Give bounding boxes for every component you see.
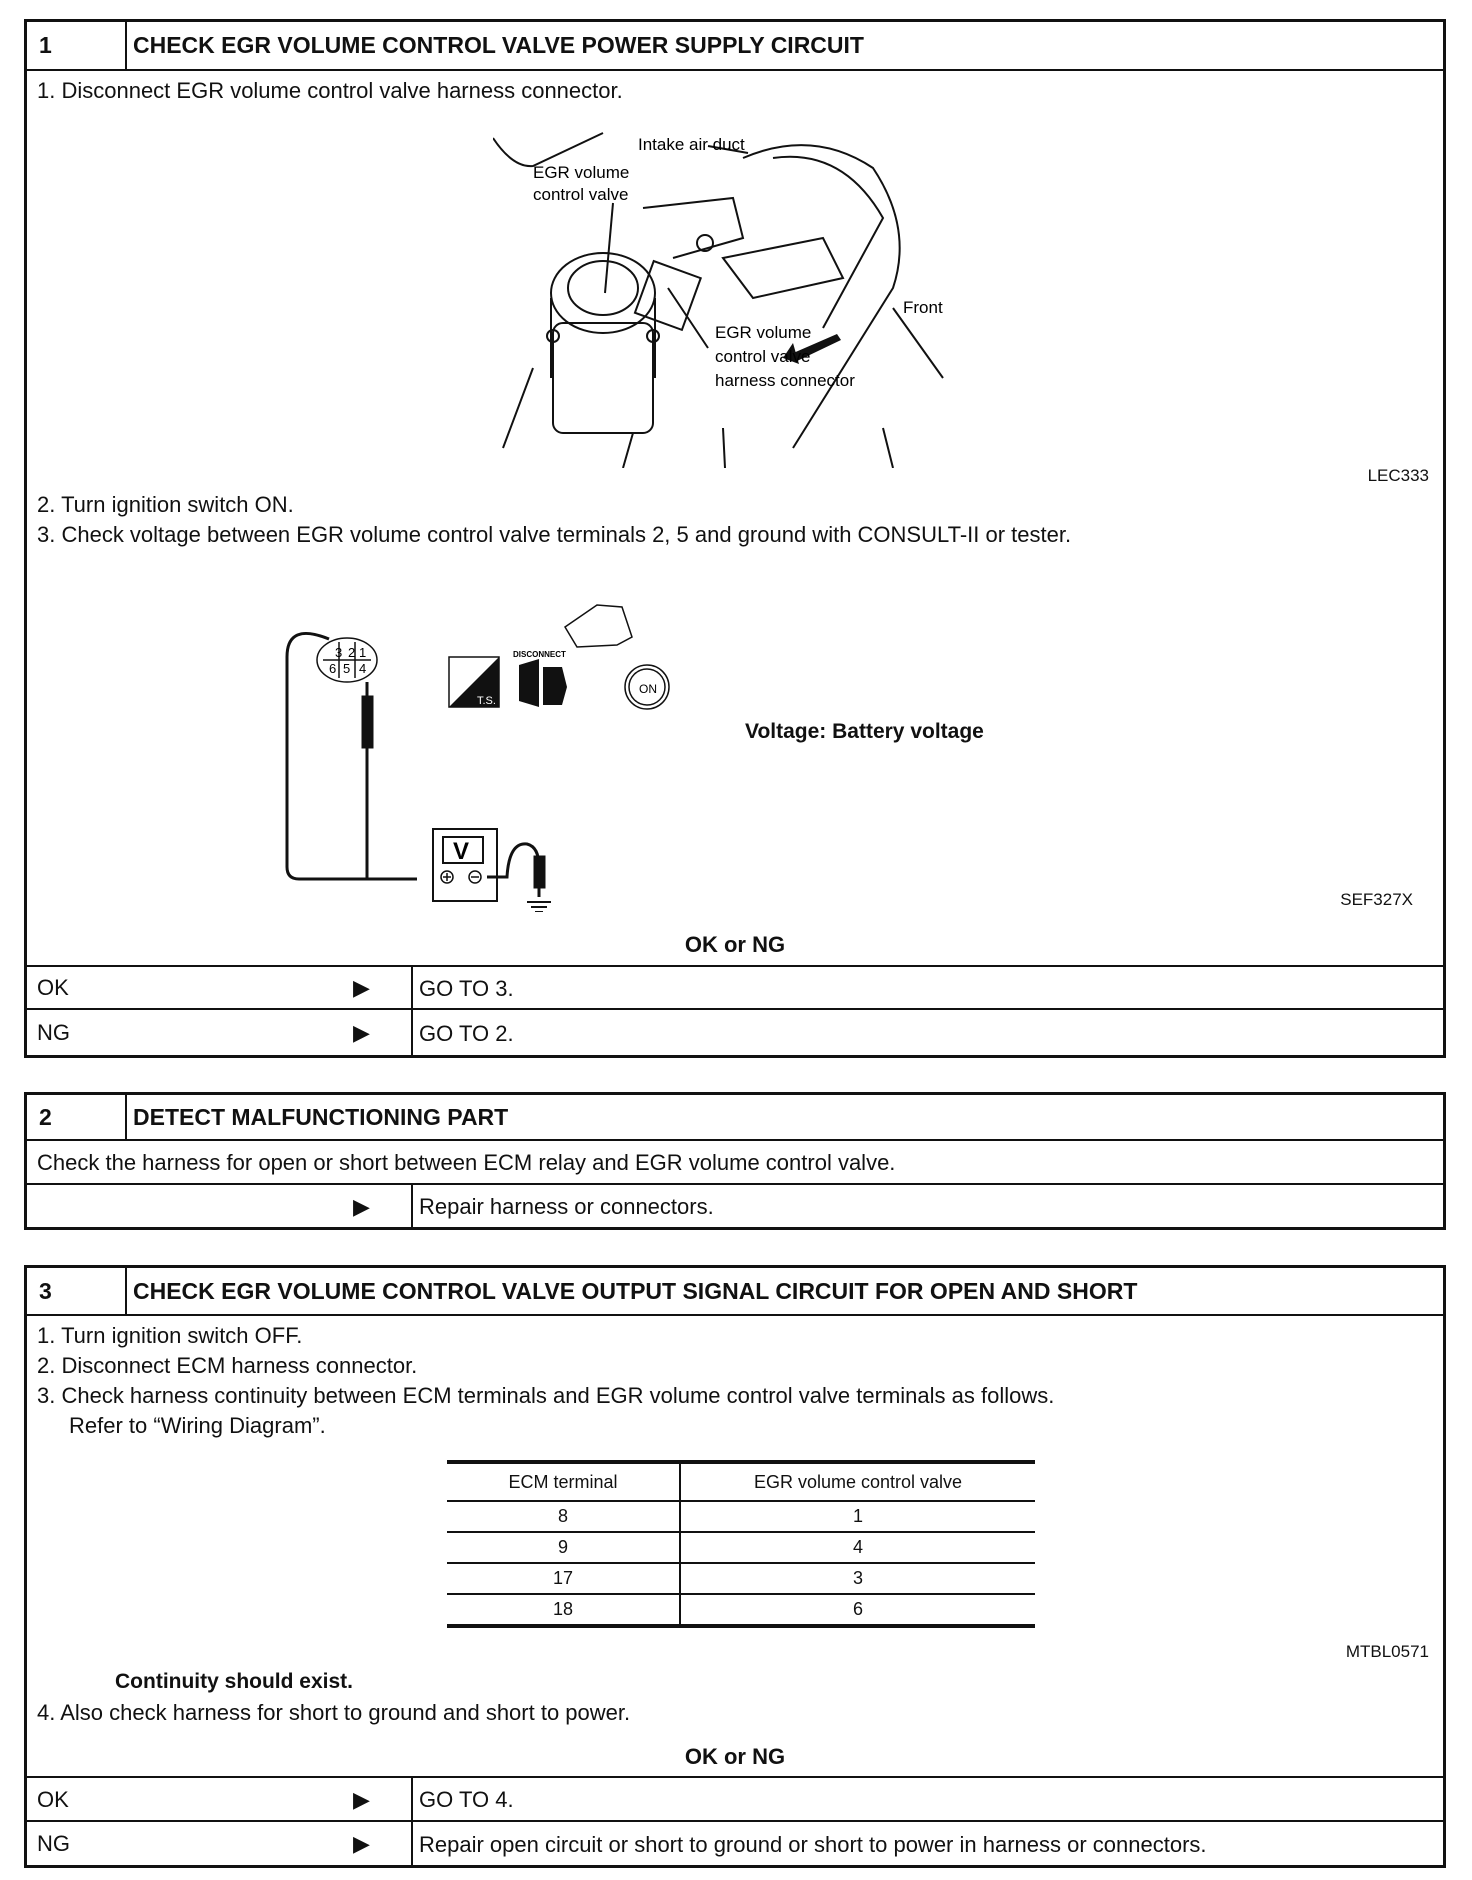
ignition-on-label: ON (639, 682, 657, 696)
ts-label: T.S. (477, 695, 496, 707)
ecm-terminal: 18 (447, 1594, 680, 1626)
terminal-label: 3 (335, 645, 343, 660)
ecm-terminal: 17 (447, 1563, 680, 1594)
table-header-row (447, 1462, 1035, 1501)
terminal-label: 4 (359, 661, 367, 676)
valve-terminal: 3 (680, 1563, 1035, 1594)
label-harness-connector-1: EGR volume (715, 323, 812, 342)
label-egr-valve-2: control valve (533, 185, 629, 204)
step-2-header (27, 1095, 1443, 1141)
arrow-icon: ▶ (353, 975, 370, 1000)
result-action: GO TO 2. (411, 1010, 1443, 1057)
arrow-icon: ▶ (353, 1194, 370, 1219)
column-header: EGR volume control valve (680, 1462, 1035, 1501)
step-title: CHECK EGR VOLUME CONTROL VALVE POWER SUPPLY CIRCUIT (125, 22, 864, 69)
valve-terminal: 1 (680, 1501, 1035, 1532)
result-row-ok (27, 1776, 1443, 1822)
step-title: DETECT MALFUNCTIONING PART (125, 1095, 508, 1139)
table-row (447, 1563, 1035, 1594)
step-number: 2 (39, 1104, 52, 1130)
table-row (447, 1594, 1035, 1626)
label-front: Front (903, 298, 943, 317)
instruction: Refer to “Wiring Diagram”. (69, 1413, 326, 1438)
step-1-box (24, 19, 1446, 1058)
continuity-table (447, 1460, 1035, 1628)
step-number: 1 (39, 32, 52, 58)
terminal-label: 2 (348, 645, 356, 660)
instruction: 1. Turn ignition switch OFF. (37, 1323, 303, 1348)
column-header: ECM terminal (447, 1462, 680, 1501)
step-number: 3 (39, 1278, 52, 1304)
arrow-icon: ▶ (353, 1831, 370, 1856)
label-intake-air-duct: Intake air duct (638, 135, 745, 154)
step-1-header (27, 22, 1443, 71)
label-harness-connector-3: harness connector (715, 371, 855, 390)
result-row-ng (27, 1820, 1443, 1867)
step-3-box (24, 1265, 1446, 1868)
label-egr-valve-1: EGR volume (533, 163, 630, 182)
voltmeter-label: V (453, 838, 470, 865)
voltage-spec: Voltage: Battery voltage (745, 720, 984, 743)
result-action: GO TO 3. (411, 967, 1443, 1010)
step-3-header (27, 1268, 1443, 1316)
terminal-label: 6 (329, 661, 337, 676)
ecm-terminal: 9 (447, 1532, 680, 1563)
result-action: GO TO 4. (411, 1778, 1443, 1822)
terminal-label: 5 (343, 661, 351, 676)
result-row-ng (27, 1008, 1443, 1057)
valve-terminal: 4 (680, 1532, 1035, 1563)
instruction: 1. Disconnect EGR volume control valve harness connector. (37, 78, 623, 103)
valve-terminal: 6 (852, 1599, 863, 1619)
ecm-terminal: 8 (447, 1501, 680, 1532)
result-action: Repair open circuit or short to ground or short to power in harness or connectors. (411, 1822, 1443, 1867)
result-row (27, 1183, 1443, 1229)
table-row (447, 1532, 1035, 1563)
instruction: 4. Also check harness for short to ground and short to power. (37, 1700, 631, 1725)
figure-code: SEF327X (1340, 890, 1413, 909)
voltage-check-diagram (277, 567, 697, 912)
result-row-ok (27, 965, 1443, 1010)
ok-or-ng-heading: OK or NG (684, 1744, 786, 1769)
label-harness-connector-2: control valve (715, 347, 811, 366)
instruction: Check the harness for open or short between ECM relay and EGR volume control valve. (37, 1150, 896, 1175)
disconnect-label: DISCONNECT (513, 650, 566, 659)
result-action: Repair harness or connectors. (411, 1185, 1443, 1229)
instruction: 2. Turn ignition switch ON. (37, 492, 294, 517)
result-label: OK (37, 1787, 69, 1812)
step-2-box (24, 1092, 1446, 1230)
result-label: NG (37, 1831, 70, 1856)
instruction: 2. Disconnect ECM harness connector. (37, 1353, 418, 1378)
figure-code: LEC333 (1367, 466, 1429, 485)
ok-or-ng-heading: OK or NG (684, 932, 786, 957)
arrow-icon: ▶ (353, 1020, 370, 1045)
table-row (447, 1501, 1035, 1532)
egr-valve-location-illustration (493, 128, 993, 468)
instruction: 3. Check voltage between EGR volume control valve terminals 2, 5 and ground with CONSULT-II or tester. (37, 522, 1072, 547)
figure-code: MTBL0571 (1345, 1642, 1429, 1661)
terminal-label: 1 (359, 645, 367, 660)
arrow-icon: ▶ (353, 1787, 370, 1812)
result-label: OK (37, 975, 69, 1000)
step-title: CHECK EGR VOLUME CONTROL VALVE OUTPUT SIGNAL CIRCUIT FOR OPEN AND SHORT (125, 1268, 1137, 1314)
result-label: NG (37, 1020, 70, 1045)
instruction: 3. Check harness continuity between ECM terminals and EGR volume control valve terminals as follows. (37, 1383, 1055, 1408)
continuity-spec: Continuity should exist. (115, 1670, 354, 1693)
